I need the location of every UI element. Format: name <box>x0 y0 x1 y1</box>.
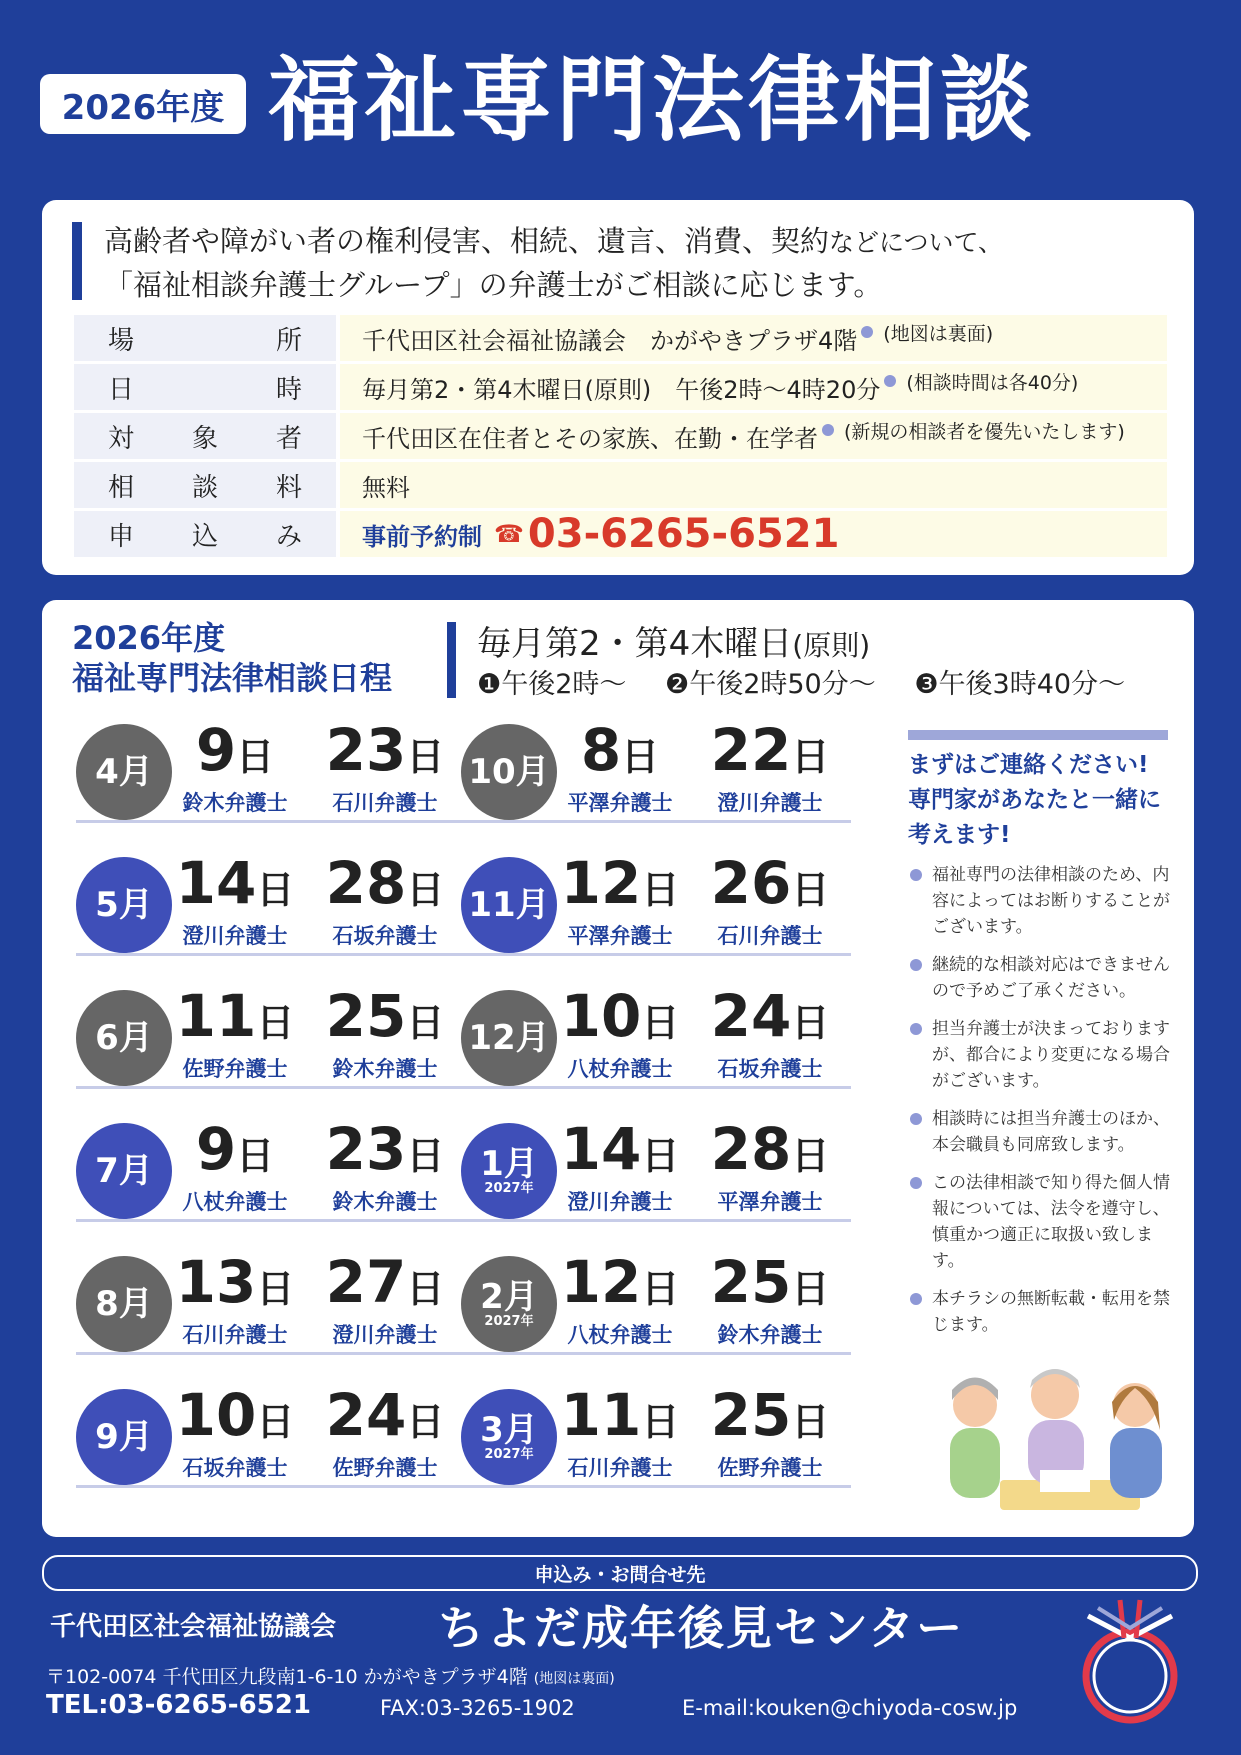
consultation-day: 27日 澄川弁護士 <box>320 1252 450 1349</box>
footer-email[interactable]: E-mail:kouken@chiyoda-cosw.jp <box>682 1696 1018 1720</box>
contact-info <box>46 1690 1146 1720</box>
intro-line2: 「福祉相談弁護士グループ」の弁護士がご相談に応じます。 <box>104 268 883 302</box>
day-number: 10 <box>175 1381 257 1449</box>
info-value: 無料 <box>340 462 1167 508</box>
lawyer-name: 石川弁護士 <box>332 791 438 815</box>
info-label: 申 込 み <box>74 511 336 557</box>
consultation-day: 28日 石坂弁護士 <box>320 853 450 950</box>
month-row <box>437 716 830 830</box>
row-divider <box>76 1485 466 1488</box>
consultation-day: 26日 石川弁護士 <box>705 853 835 950</box>
info-row-datetime <box>74 364 1167 410</box>
month-row <box>52 1381 445 1495</box>
day-number: 22 <box>710 716 792 784</box>
note-item: 福祉専門の法律相談のため、内容によってはお断りすることがございます。 <box>908 862 1183 940</box>
note-item: 本チラシの無断転載・転用を禁じます。 <box>908 1286 1183 1338</box>
lawyer-name: 八杖弁護士 <box>182 1190 288 1214</box>
day-number: 12 <box>560 1248 642 1316</box>
lawyer-name: 澄川弁護士 <box>717 791 823 815</box>
day-number: 28 <box>710 1115 792 1183</box>
lawyer-name: 鈴木弁護士 <box>182 791 288 815</box>
info-value: 毎月第2・第4木曜日(原則) 午後2時〜4時20分 (相談時間は各40分) <box>340 364 1167 410</box>
row-divider <box>76 820 466 823</box>
day-number: 24 <box>325 1381 407 1449</box>
month-row <box>52 716 445 830</box>
intro-line1-small: などについて、 <box>829 228 1004 257</box>
lawyer-name: 澄川弁護士 <box>567 1190 673 1214</box>
organization-name: 千代田区社会福祉協議会 <box>50 1612 337 1642</box>
month-row <box>52 849 445 963</box>
month-label: 11月 <box>468 885 550 925</box>
lawyer-name: 石坂弁護士 <box>332 924 438 948</box>
schedule-card <box>42 600 1194 1537</box>
consultation-day: 25日 佐野弁護士 <box>705 1385 835 1482</box>
month-label: 4月 <box>95 752 153 792</box>
month-badge <box>76 857 172 953</box>
phone-icon: ☎ <box>494 520 524 548</box>
day-number: 25 <box>710 1248 792 1316</box>
info-row-fee <box>74 462 1167 508</box>
consultation-day: 8日 平澤弁護士 <box>555 720 685 817</box>
consultation-day: 23日 石川弁護士 <box>320 720 450 817</box>
month-label: 3月 <box>480 1410 538 1450</box>
consultation-day: 22日 澄川弁護士 <box>705 720 835 817</box>
day-number: 14 <box>175 849 257 917</box>
schedule-accent-bar <box>447 622 456 698</box>
lawyer-name: 石川弁護士 <box>182 1323 288 1347</box>
intro-accent-bar <box>72 222 82 300</box>
lawyer-name: 石川弁護士 <box>567 1456 673 1480</box>
info-label: 場 所 <box>74 315 336 361</box>
month-badge <box>461 724 557 820</box>
row-divider <box>461 1219 851 1222</box>
month-row <box>437 1115 830 1229</box>
month-badge <box>76 1389 172 1485</box>
day-number: 9 <box>195 1115 237 1183</box>
row-divider <box>461 1086 851 1089</box>
month-row <box>437 1381 830 1495</box>
month-row <box>437 849 830 963</box>
lawyer-name: 澄川弁護士 <box>182 924 288 948</box>
page-title: 福祉専門法律相談 <box>268 47 1037 154</box>
info-label: 対 象 者 <box>74 413 336 459</box>
day-number: 27 <box>325 1248 407 1316</box>
lawyer-name: 佐野弁護士 <box>182 1057 288 1081</box>
month-label: 7月 <box>95 1151 153 1191</box>
consultation-day: 11日 石川弁護士 <box>555 1385 685 1482</box>
day-number: 10 <box>560 982 642 1050</box>
month-row <box>437 982 830 1096</box>
day-number: 9 <box>195 716 237 784</box>
month-row <box>437 1248 830 1362</box>
month-row <box>52 1115 445 1229</box>
consultation-day: 14日 澄川弁護士 <box>170 853 300 950</box>
lawyer-name: 佐野弁護士 <box>717 1456 823 1480</box>
note-item: 相談時には担当弁護士のほか、本会職員も同席致します。 <box>908 1106 1183 1158</box>
consultation-day: 13日 石川弁護士 <box>170 1252 300 1349</box>
address: 〒102-0074 千代田区九段南1-6-10 かがやきプラザ4階 (地図は裏面) <box>46 1666 615 1688</box>
time-slot-3: ❸午後3時40分〜 <box>914 669 1126 700</box>
month-badge <box>461 990 557 1086</box>
month-row <box>52 1248 445 1362</box>
note-item: この法律相談で知り得た個人情報については、法令を遵守し、慎重かつ適正に取扱い致します。 <box>908 1170 1183 1274</box>
row-divider <box>76 1086 466 1089</box>
month-badge <box>461 857 557 953</box>
month-badge <box>76 1256 172 1352</box>
month-year: 2027年 <box>484 1181 534 1196</box>
row-divider <box>461 1352 851 1355</box>
consultation-day: 25日 鈴木弁護士 <box>705 1252 835 1349</box>
month-label: 10月 <box>468 752 550 792</box>
consultation-day: 14日 澄川弁護士 <box>555 1119 685 1216</box>
day-number: 14 <box>560 1115 642 1183</box>
month-year: 2027年 <box>484 1314 534 1329</box>
day-number: 28 <box>325 849 407 917</box>
month-badge <box>461 1123 557 1219</box>
note-item: 継続的な相談対応はできませんので予めご了承ください。 <box>908 952 1183 1004</box>
contact-heading: 申込み・お問合せ先 <box>42 1555 1198 1591</box>
day-number: 24 <box>710 982 792 1050</box>
day-number: 25 <box>325 982 407 1050</box>
lawyer-name: 佐野弁護士 <box>332 1456 438 1480</box>
year-badge: 2026年度 <box>40 74 246 134</box>
info-value <box>340 511 1167 557</box>
consultation-day: 24日 佐野弁護士 <box>320 1385 450 1482</box>
center-logo <box>1078 1598 1182 1728</box>
time-slot-2: ❷午後2時50分〜 <box>664 669 876 700</box>
lawyer-name: 鈴木弁護士 <box>717 1323 823 1347</box>
info-table <box>74 315 1167 560</box>
intro-line1-main: 高齢者や障がい者の権利侵害、相続、遺言、消費、契約 <box>104 224 830 258</box>
schedule-times <box>477 662 1155 701</box>
info-label: 日 時 <box>74 364 336 410</box>
month-badge <box>76 1123 172 1219</box>
month-year: 2027年 <box>484 1447 534 1462</box>
consultation-day: 9日 鈴木弁護士 <box>170 720 300 817</box>
day-number: 12 <box>560 849 642 917</box>
month-label: 2月 <box>480 1277 538 1317</box>
row-divider <box>76 1352 466 1355</box>
info-row-place <box>74 315 1167 361</box>
month-badge <box>461 1389 557 1485</box>
month-label: 5月 <box>95 885 153 925</box>
reservation-phone[interactable]: 03-6265-6521 <box>527 511 840 557</box>
lawyer-name: 石川弁護士 <box>717 924 823 948</box>
lawyer-name: 鈴木弁護士 <box>332 1057 438 1081</box>
day-number: 11 <box>560 1381 642 1449</box>
row-divider <box>461 1485 851 1488</box>
month-label: 8月 <box>95 1284 153 1324</box>
center-name: ちよだ成年後見センター <box>438 1601 965 1655</box>
lawyer-name: 平澤弁護士 <box>567 924 673 948</box>
info-card <box>42 200 1194 575</box>
schedule-title: 2026年度 福祉専門法律相談日程 <box>72 619 393 697</box>
day-number: 11 <box>175 982 257 1050</box>
lawyer-name: 八杖弁護士 <box>567 1057 673 1081</box>
month-badge <box>76 724 172 820</box>
reservation-label: 事前予約制 <box>362 522 482 551</box>
month-label: 1月 <box>480 1144 538 1184</box>
schedule-rule: 毎月第2・第4木曜日(原則) <box>477 624 871 664</box>
lawyer-name: 鈴木弁護士 <box>332 1190 438 1214</box>
notes-list <box>908 862 1183 1350</box>
consultation-day: 9日 八杖弁護士 <box>170 1119 300 1216</box>
lawyer-name: 石坂弁護士 <box>717 1057 823 1081</box>
info-value: 千代田区在住者とその家族、在勤・在学者 (新規の相談者を優先いたします) <box>340 413 1167 459</box>
day-number: 26 <box>710 849 792 917</box>
lawyer-name: 石坂弁護士 <box>182 1456 288 1480</box>
month-badge <box>461 1256 557 1352</box>
footer-fax: FAX:03-3265-1902 <box>380 1696 575 1720</box>
note-item: 担当弁護士が決まっておりますが、都合により変更になる場合がございます。 <box>908 1016 1183 1094</box>
info-value: 千代田区社会福祉協議会 かがやきプラザ4階 (地図は裏面) <box>340 315 1167 361</box>
month-row <box>52 982 445 1096</box>
day-number: 8 <box>580 716 622 784</box>
month-badge <box>76 990 172 1086</box>
consultation-illustration <box>930 1360 1190 1530</box>
consultation-day: 23日 鈴木弁護士 <box>320 1119 450 1216</box>
consultation-day: 10日 石坂弁護士 <box>170 1385 300 1482</box>
consultation-day: 12日 平澤弁護士 <box>555 853 685 950</box>
day-number: 25 <box>710 1381 792 1449</box>
consultation-day: 25日 鈴木弁護士 <box>320 986 450 1083</box>
info-label: 相 談 料 <box>74 462 336 508</box>
day-number: 23 <box>325 716 407 784</box>
day-number: 13 <box>175 1248 257 1316</box>
row-divider <box>76 1219 466 1222</box>
lawyer-name: 澄川弁護士 <box>332 1323 438 1347</box>
month-label: 6月 <box>95 1018 153 1058</box>
row-divider <box>461 820 851 823</box>
footer-tel[interactable]: TEL:03-6265-6521 <box>46 1690 311 1720</box>
row-divider <box>76 953 466 956</box>
consultation-day: 11日 佐野弁護士 <box>170 986 300 1083</box>
day-number: 23 <box>325 1115 407 1183</box>
intro-text <box>104 220 1003 306</box>
lawyer-name: 八杖弁護士 <box>567 1323 673 1347</box>
info-row-apply <box>74 511 1167 557</box>
consultation-day: 12日 八杖弁護士 <box>555 1252 685 1349</box>
consultation-day: 10日 八杖弁護士 <box>555 986 685 1083</box>
lawyer-name: 平澤弁護士 <box>717 1190 823 1214</box>
month-label: 12月 <box>468 1018 550 1058</box>
row-divider <box>461 953 851 956</box>
notes-heading: まずはご連絡ください! 専門家があなたと一緒に 考えます! <box>908 752 1161 848</box>
consultation-day: 28日 平澤弁護士 <box>705 1119 835 1216</box>
consultation-day: 24日 石坂弁護士 <box>705 986 835 1083</box>
month-label: 9月 <box>95 1417 153 1457</box>
info-row-target <box>74 413 1167 459</box>
time-slot-1: ❶午後2時〜 <box>477 669 627 700</box>
lawyer-name: 平澤弁護士 <box>567 791 673 815</box>
notes-accent-bar <box>908 730 1168 740</box>
